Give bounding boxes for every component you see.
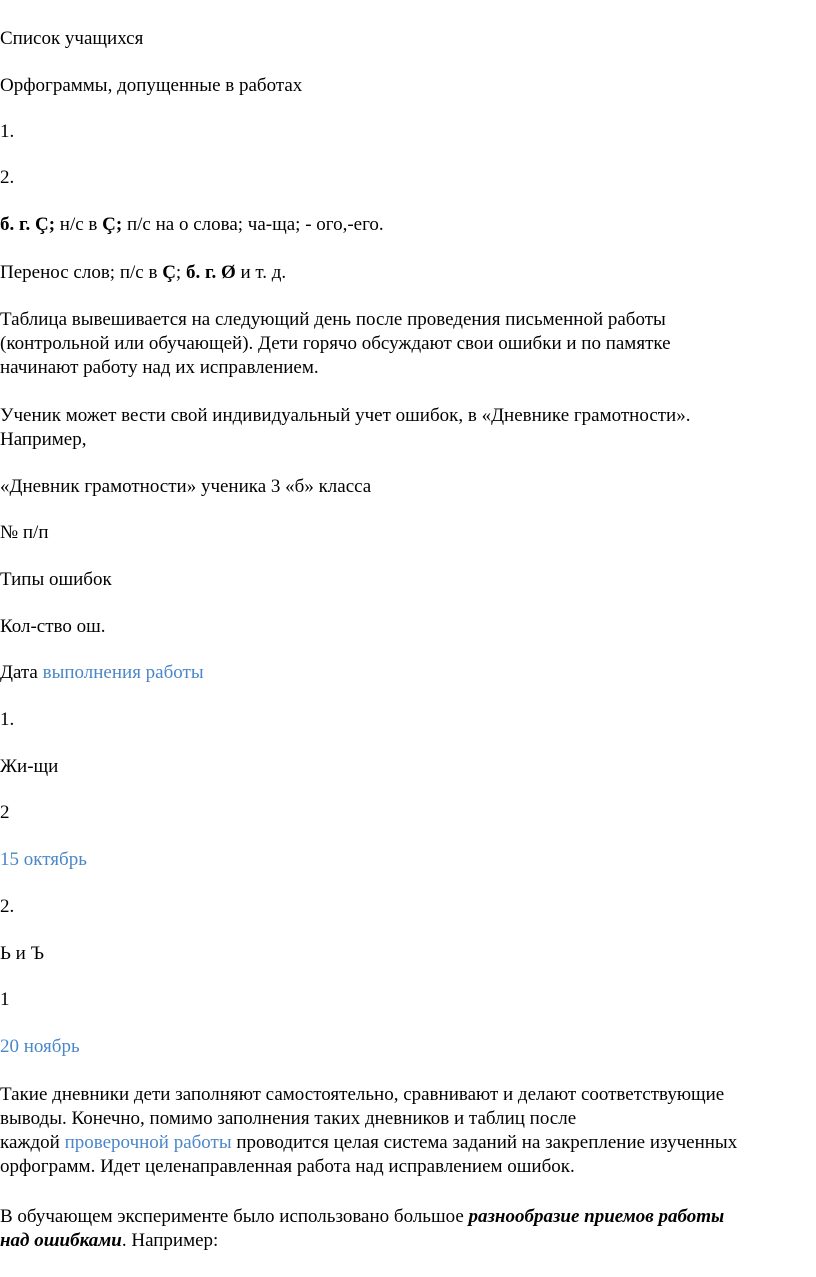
diary-row-2-date-link[interactable]: 20 ноябрь [0,1036,80,1057]
paragraph-experiment-emphasis-2: над ошибками [0,1230,122,1251]
test-work-link[interactable]: проверочной работы [64,1132,232,1153]
rule-line-1 [0,213,384,237]
paragraph-table-line-3: начинают работу над их исправлением. [0,357,319,378]
diary-title: «Дневник грамотности» ученика 3 «б» класса [0,476,372,497]
paragraph-table-line-2: (контрольной или обучающей). Дети горячо обсуждают свои ошибки и по памятке [0,333,671,354]
paragraph-diaries-line-3-pre: каждой [0,1132,65,1153]
diary-row-1-num: 1. [0,709,15,730]
rule-line-2-text-1: Перенос слов; п/с в [0,262,163,283]
orthograms-heading: Орфограммы, допущенные в работах [0,75,303,96]
diary-col-date-prefix: Дата [0,662,43,683]
diary-col-count: Кол-ство ош. [0,616,106,637]
list-number-1: 1. [0,121,15,142]
diary-row-1-date-link[interactable]: 15 октябрь [0,849,87,870]
diary-col-type: Типы ошибок [0,569,112,590]
paragraph-diaries-line-4: орфограмм. Идет целенаправленная работа над исправлением ошибок. [0,1156,575,1177]
paragraph-diaries-line-2: выводы. Конечно, помимо заполнения таких дневников и таблиц после [0,1108,577,1129]
paragraph-table-line-1: Таблица вывешивается на следующий день после проведения письменной работы [0,309,666,330]
students-list-heading: Список учащихся [0,28,144,49]
diary-row-1-type: Жи-щи [0,756,59,777]
diary-col-date-link[interactable]: выполнения работы [42,662,204,683]
list-number-2: 2. [0,167,15,188]
diary-col-num: № п/п [0,522,49,543]
paragraph-experiment-line-2-post: . Например: [121,1230,219,1251]
paragraph-experiment-line-2 [0,1229,218,1253]
rule-line-2-bold-2: б. г. Ø [185,262,236,283]
diary-row-2-type: Ь и Ъ [0,943,44,964]
diary-row-2-num: 2. [0,896,15,917]
rule-line-1-bold-2: Ç; [102,214,123,235]
paragraph-student-line-2: Например, [0,429,87,450]
paragraph-experiment-line-1-pre: В обучающем эксперименте было использовано большое [0,1206,469,1227]
rule-line-1-text-1: н/с в [55,214,103,235]
rule-line-1-bold-1: б. г. Ç; [0,214,56,235]
paragraph-diaries-line-1: Такие дневники дети заполняют самостоятельно, сравнивают и делают соответствующие [0,1084,725,1105]
diary-row-2-count: 1 [0,989,10,1010]
paragraph-experiment-emphasis-1: разнообразие приемов работы [468,1206,725,1227]
paragraph-diaries-line-3-post: проводится целая система заданий на закрепление изученных [231,1132,738,1153]
diary-row-1-count: 2 [0,802,10,823]
rule-line-1-text-2: п/с на о слова; ча-ща; - ого,-его. [122,214,384,235]
rule-line-2-text-3: и т. д. [235,262,287,283]
diary-col-date [0,661,204,685]
rule-line-2 [0,261,286,285]
paragraph-experiment-line-1 [0,1205,724,1229]
paragraph-student-line-1: Ученик может вести свой индивидуальный учет ошибок, в «Дневнике грамотности». [0,405,691,426]
paragraph-diaries-line-3 [0,1131,737,1155]
rule-line-2-bold-1: Ç [162,262,176,283]
rule-line-2-text-2: ; [175,262,186,283]
